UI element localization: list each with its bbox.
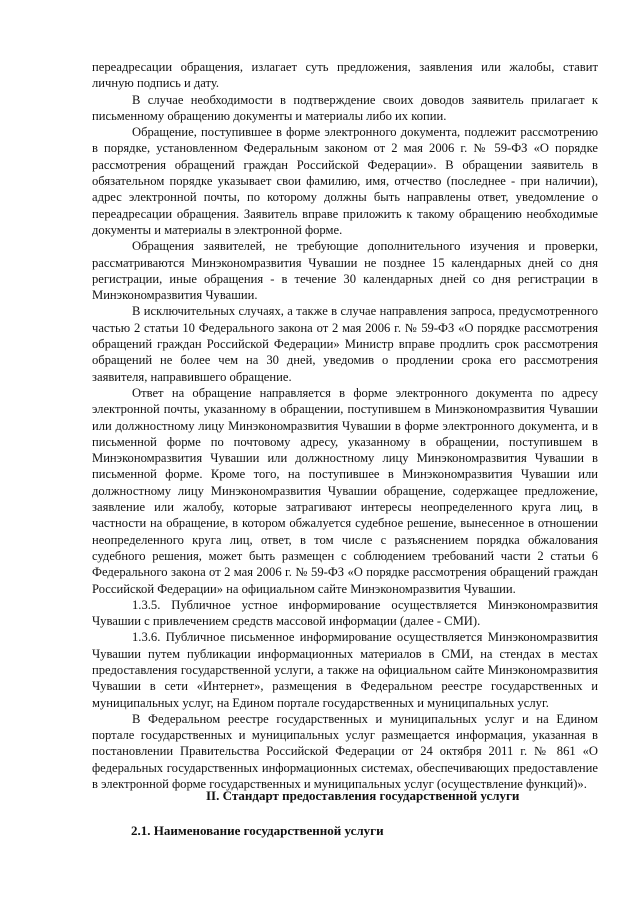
subsection-heading: 2.1. Наименование государственной услуги xyxy=(131,823,384,838)
paragraph-response-delivery: Ответ на обращение направляется в форме электронного документа по адресу электронной почты, указанному в обращении, поступившем в Минэкономразвития Чувашии или должностному лицу Минэкономразвития Чувашии в форме электронного документа, и в письменной форме по почтовому адресу, указанному в обращении, поступившем в Минэкономразвития Чувашии или должностному лицу Минэкономразвития Чувашии в письменной форме. Кроме того, на поступившее в Минэкономразвития Чувашии или должностному лицу Минэкономразвития Чувашии обращение, содержащее предложение, заявление или жалобу, которые затрагивают интересы неопределенного круга лиц, в частности на обращение, в котором обжалуется судебное решение, вынесенное в отношении неопределенного круга лиц, ответ, в том числе с разъяснением порядка обжалования судебного решения, может быть размещен с соблюдением требований части 2 статьи 6 Федерального закона от 2 мая 2006 г. № 59-ФЗ «О порядке рассмотрения обращений граждан Российской Федерации» на официальном сайте Минэкономразвития Чувашии. xyxy=(92,385,598,596)
section-heading: II. Стандарт предоставления государственной услуги xyxy=(206,788,520,803)
paragraph-exceptional-cases: В исключительных случаях, а также в случае направления запроса, предусмотренного частью 2 статьи 10 Федерального закона от 2 мая 2006 г. № 59-ФЗ «О порядке рассмотрения обращений граждан Российской Федерации» Министр вправе продлить срок рассмотрения обращений не более чем на 30 дней, уведомив о продлении срока его рассмотрения заявителя, направившего обращение. xyxy=(92,304,598,384)
paragraph-attachments: В случае необходимости в подтверждение своих доводов заявитель прилагает к письменному обращению документы и материалы либо их копии. xyxy=(92,92,598,123)
paragraph-public-oral-info: 1.3.5. Публичное устное информирование осуществляется Минэкономразвития Чувашии с привлечением средств массовой информации (далее - СМИ). xyxy=(92,597,598,629)
paragraph-public-written-info: 1.3.6. Публичное письменное информирование осуществляется Минэкономразвития Чувашии путем публикации информационных материалов в СМИ, на стендах в местах предоставления государственной услуги, а также на официальном сайте Минэкономразвития Чувашии в сети «Интернет», размещения в Федеральном реестре государственных и муниципальных услуг, на Едином портале государственных и муниципальных услуг. xyxy=(92,630,598,710)
document-body xyxy=(92,59,598,792)
paragraph-review-terms: Обращения заявителей, не требующие дополнительного изучения и проверки, рассматриваются Минэкономразвития Чувашии не позднее 15 календарных дней со дня регистрации, иные обращения - в течение 30 календарных дней со дня регистрации в Минэкономразвития Чувашии. xyxy=(92,239,598,303)
paragraph-federal-registry: В Федеральном реестре государственных и муниципальных услуг и на Едином портале государственных и муниципальных услуг размещается информация, указанная в постановлении Правительства Российской Федерации от 24 октября 2011 г. № 861 «О федеральных государственных информационных системах, обеспечивающих предоставление в электронной форме государственных и муниципальных услуг (осуществление функций)». xyxy=(92,711,598,792)
paragraph-continuation: переадресации обращения, излагает суть предложения, заявления или жалобы, ставит личную подпись и дату. xyxy=(92,60,598,91)
paragraph-electronic-appeal: Обращение, поступившее в форме электронного документа, подлежит рассмотрению в порядке, установленном Федеральным законом от 2 мая 2006 г. № 59-ФЗ «О порядке рассмотрения обращений граждан Российской Федерации». В обращении заявитель в обязательном порядке указывает свои фамилию, имя, отчество (последнее - при наличии), адрес электронной почты, по которому должны быть направлены ответ, уведомление о переадресации обращения. Заявитель вправе приложить к такому обращению необходимые документы и материалы в электронной форме. xyxy=(92,125,598,237)
